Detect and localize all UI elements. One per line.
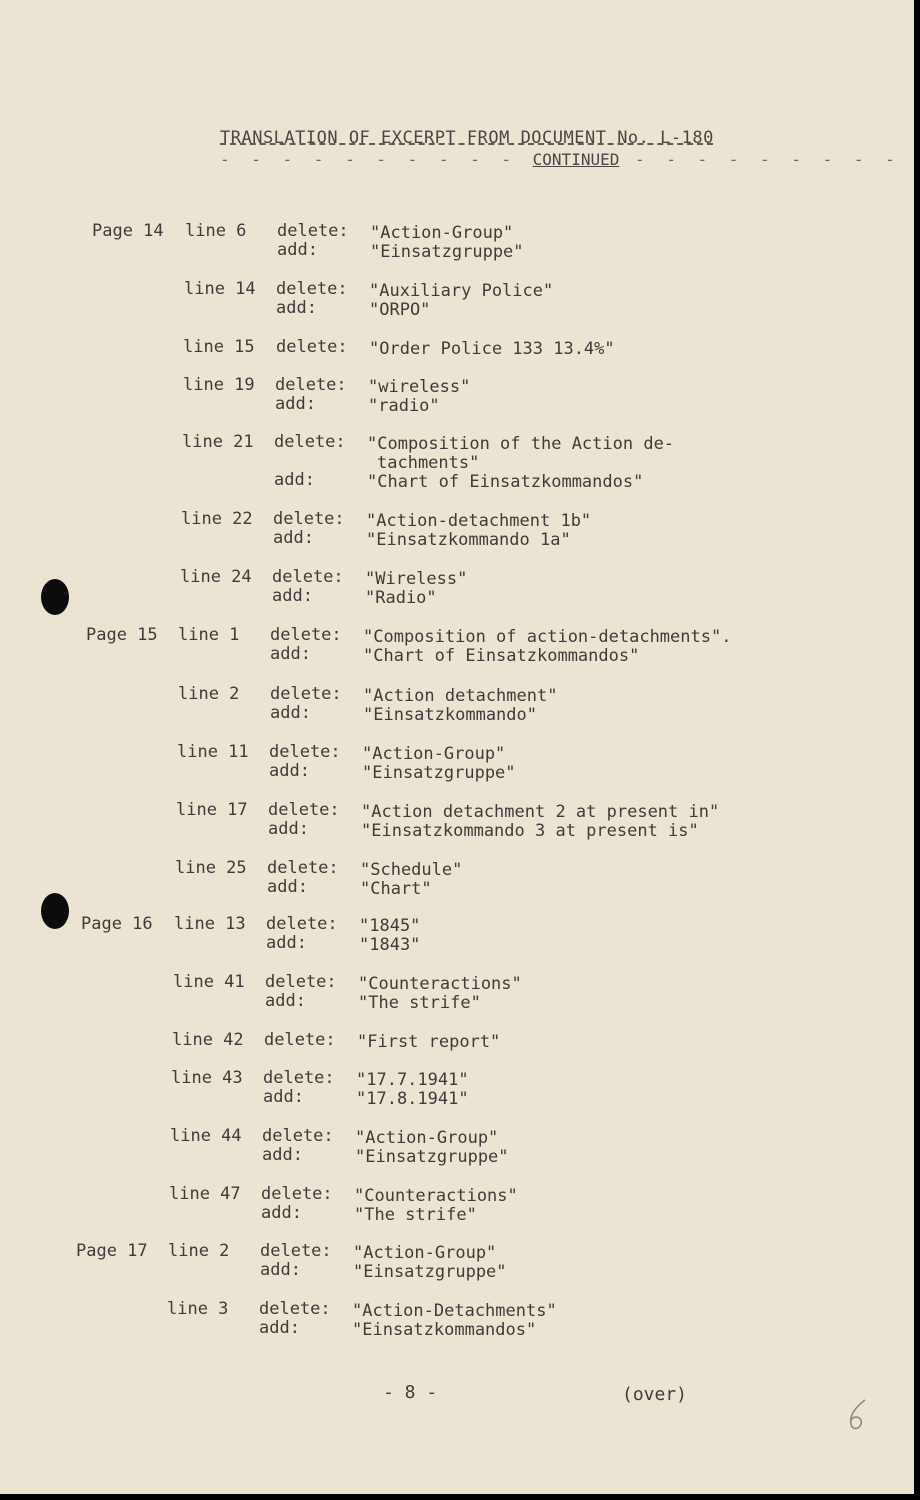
line-ref: line 41 — [173, 972, 245, 992]
continued-over-note: (over) — [622, 1384, 688, 1405]
line-ref: line 21 — [182, 432, 254, 452]
deleted-text: "wireless" — [368, 377, 471, 397]
deleted-text: "Composition of the Action de- — [367, 434, 675, 454]
deleted-text: "Wireless" — [365, 569, 468, 589]
page-ref: Page 16 — [81, 914, 153, 934]
add-label: add: — [273, 528, 314, 548]
deleted-text: "Action detachment 2 at present in" — [361, 802, 720, 822]
delete-label: delete: — [270, 625, 342, 645]
added-text: "1843" — [359, 935, 421, 955]
added-text: "Einsatzgruppe" — [370, 242, 524, 262]
correction-entry — [0, 859, 900, 919]
add-label: add: — [262, 1145, 303, 1165]
add-label: add: — [263, 1087, 304, 1107]
line-ref: line 47 — [169, 1184, 241, 1204]
punch-hole — [41, 893, 69, 929]
delete-label: delete: — [266, 914, 338, 934]
line-ref: line 19 — [183, 375, 255, 395]
punch-hole — [41, 579, 69, 615]
delete-label: delete: — [273, 509, 345, 529]
added-text: "The strife" — [358, 993, 481, 1013]
rule-dashes-left: - - - - - - - - - - — [220, 150, 533, 169]
added-text: "Einsatzkommandos" — [352, 1320, 537, 1340]
deleted-text: "1845" — [359, 916, 421, 936]
deleted-text: "Action detachment" — [363, 686, 558, 706]
delete-label: delete: — [277, 221, 349, 241]
delete-label: delete: — [276, 279, 348, 299]
line-ref: line 44 — [170, 1126, 242, 1146]
delete-label: delete: — [275, 375, 347, 395]
delete-label: delete: — [259, 1299, 331, 1319]
add-label: add: — [265, 991, 306, 1011]
delete-label: delete: — [274, 432, 346, 452]
deleted-text: "Schedule" — [360, 860, 463, 880]
delete-label: delete: — [260, 1241, 332, 1261]
deleted-text: "Counteractions" — [358, 974, 522, 994]
add-label: add: — [266, 933, 307, 953]
add-label: add: — [270, 703, 311, 723]
add-label: add: — [275, 394, 316, 414]
added-text: "The strife" — [354, 1205, 477, 1225]
correction-entry — [0, 1242, 900, 1302]
deleted-text: "Order Police 133 13.4%" — [369, 339, 615, 359]
added-text: "17.8.1941" — [356, 1089, 469, 1109]
delete-label: delete: — [268, 800, 340, 820]
add-label: add: — [261, 1203, 302, 1223]
added-text: "Einsatzkommando" — [363, 705, 537, 725]
line-ref: line 3 — [167, 1299, 229, 1319]
correction-entry — [0, 510, 900, 570]
line-ref: line 43 — [171, 1068, 243, 1088]
deleted-text: "Action-Group" — [353, 1243, 497, 1263]
line-ref: line 14 — [184, 279, 256, 299]
add-label: add: — [276, 298, 317, 318]
deleted-text: "Action-Group" — [370, 223, 514, 243]
line-ref: line 13 — [174, 914, 246, 934]
document-subtitle: CONTINUED — [532, 150, 620, 169]
correction-entry — [0, 626, 900, 686]
page-ref: Page 15 — [86, 625, 158, 645]
delete-label: delete: — [272, 567, 344, 587]
correction-entry — [0, 1127, 900, 1187]
line-ref: line 25 — [175, 858, 247, 878]
added-text: "ORPO" — [369, 300, 431, 320]
deleted-text: "Action-Group" — [362, 744, 506, 764]
deleted-text: "Action-Detachments" — [352, 1301, 557, 1321]
add-label: add: — [269, 761, 310, 781]
correction-entry — [0, 973, 900, 1033]
add-label: add: — [259, 1318, 300, 1338]
deleted-text: "Action-detachment 1b" — [366, 511, 592, 531]
delete-label: delete: — [269, 742, 341, 762]
line-ref: line 2 — [178, 684, 240, 704]
deleted-text: "Counteractions" — [354, 1186, 518, 1206]
added-text: "Chart of Einsatzkommandos" — [367, 472, 644, 492]
line-ref: line 11 — [177, 742, 249, 762]
line-ref: line 15 — [183, 337, 255, 357]
delete-label: delete: — [270, 684, 342, 704]
added-text: "Chart" — [360, 879, 432, 899]
correction-entry — [0, 1300, 900, 1360]
delete-label: delete: — [264, 1030, 336, 1050]
added-text: "Einsatzkommando 3 at present is" — [361, 821, 699, 841]
deleted-text: "17.7.1941" — [356, 1070, 469, 1090]
delete-label: delete: — [265, 972, 337, 992]
line-ref: line 1 — [178, 625, 240, 645]
correction-entry — [0, 280, 900, 340]
correction-entry — [0, 743, 900, 803]
added-text: "radio" — [368, 396, 440, 416]
handwritten-mark-icon — [843, 1396, 873, 1436]
correction-entry — [0, 1185, 900, 1245]
page-number: - 8 - — [383, 1382, 438, 1403]
added-text: "Einsatzgruppe" — [353, 1262, 507, 1282]
delete-label: delete: — [267, 858, 339, 878]
line-ref: line 22 — [181, 509, 253, 529]
added-text: "Radio" — [365, 588, 437, 608]
document-subtitle-row — [220, 150, 901, 169]
deleted-text: "First report" — [357, 1032, 501, 1052]
add-label: add: — [260, 1260, 301, 1280]
correction-entry — [0, 433, 900, 493]
correction-entry — [0, 376, 900, 436]
deleted-text: "Auxiliary Police" — [369, 281, 554, 301]
deleted-text: "Action-Group" — [355, 1128, 499, 1148]
add-label: add: — [274, 470, 315, 490]
line-ref: line 6 — [185, 221, 247, 241]
add-label: add: — [268, 819, 309, 839]
page-ref: Page 17 — [76, 1241, 148, 1261]
rule-dashes-right: - - - - - - - - - — [619, 150, 901, 169]
line-ref: line 42 — [172, 1030, 244, 1050]
line-ref: line 17 — [176, 800, 248, 820]
added-text: "Chart of Einsatzkommandos" — [363, 646, 640, 666]
correction-entry — [0, 801, 900, 861]
page-ref: Page 14 — [92, 221, 164, 241]
delete-label: delete: — [262, 1126, 334, 1146]
line-ref: line 24 — [180, 567, 252, 587]
document-title: TRANSLATION OF EXCERPT FROM DOCUMENT No. L-180 — [220, 128, 714, 148]
line-ref: line 2 — [168, 1241, 230, 1261]
add-label: add: — [272, 586, 313, 606]
correction-entry — [0, 915, 900, 975]
correction-entry — [0, 568, 900, 628]
delete-label: delete: — [261, 1184, 333, 1204]
added-text: "Einsatzgruppe" — [362, 763, 516, 783]
deleted-text-continued: tachments" — [377, 453, 480, 473]
correction-entry — [0, 1069, 900, 1129]
correction-entry — [0, 685, 900, 745]
delete-label: delete: — [276, 337, 348, 357]
added-text: "Einsatzkommando 1a" — [366, 530, 571, 550]
delete-label: delete: — [263, 1068, 335, 1088]
add-label: add: — [267, 877, 308, 897]
added-text: "Einsatzgruppe" — [355, 1147, 509, 1167]
add-label: add: — [270, 644, 311, 664]
add-label: add: — [277, 240, 318, 260]
deleted-text: "Composition of action-detachments". — [363, 627, 732, 647]
correction-entry — [0, 222, 900, 282]
